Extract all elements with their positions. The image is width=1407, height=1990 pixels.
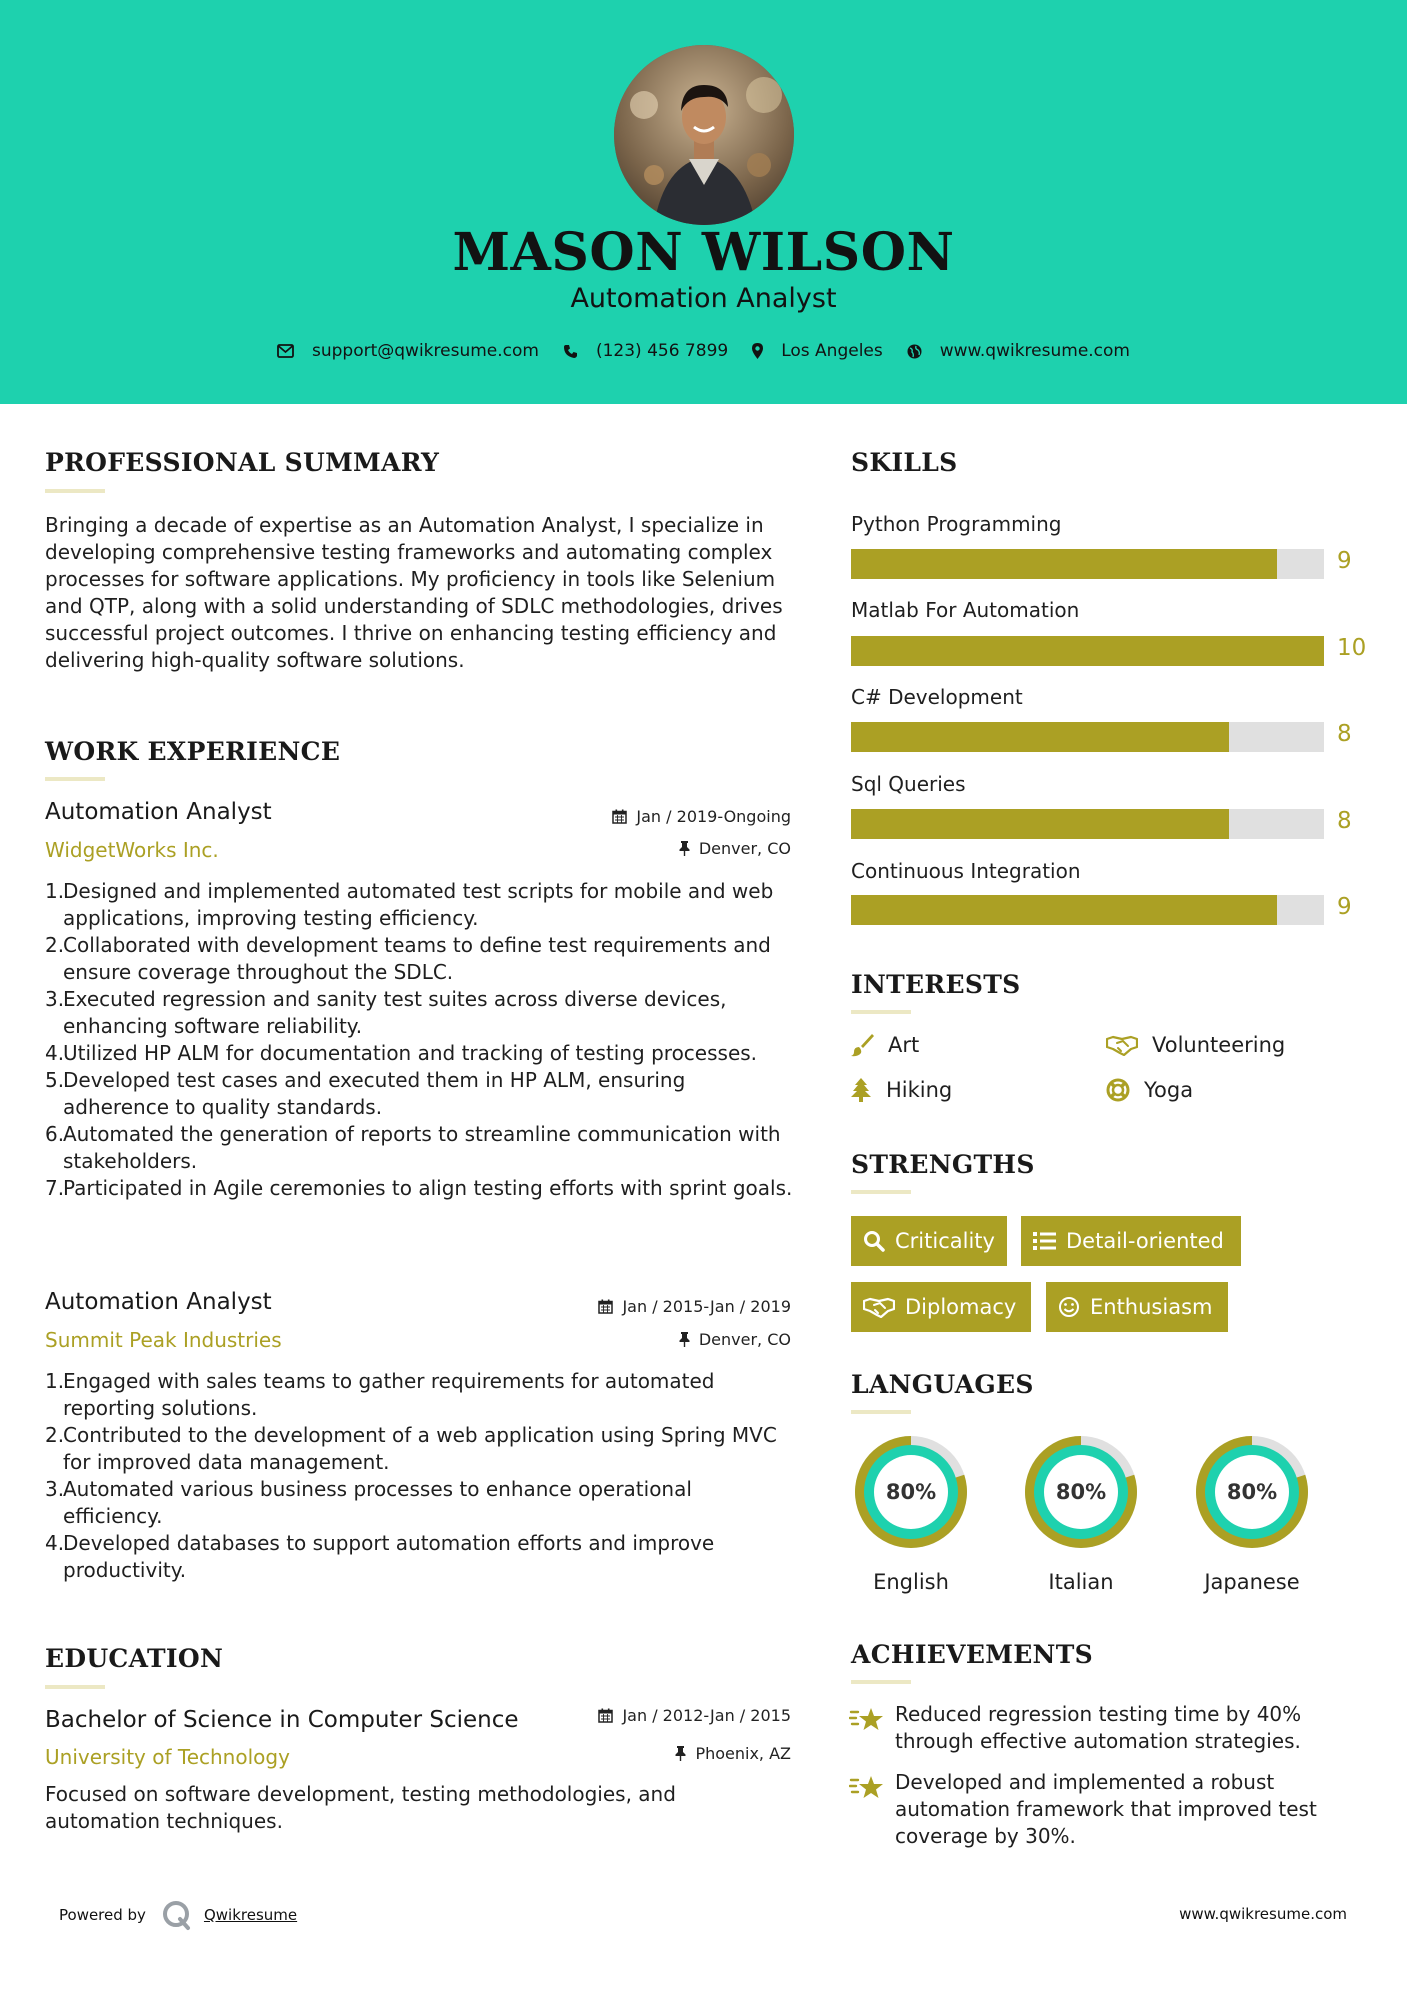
handshake-icon xyxy=(863,1296,895,1318)
job-2-dates xyxy=(491,1297,791,1316)
skill-bar-track xyxy=(851,809,1324,839)
summary-heading-rule xyxy=(45,489,105,493)
achievement-2 xyxy=(849,1769,1369,1850)
job-1-duty-7: 7. Participated in Agile ceremonies to align testing efforts with sprint goals. xyxy=(45,1176,793,1200)
experience-heading: WORK EXPERIENCE xyxy=(45,737,341,766)
achievement-1 xyxy=(849,1701,1369,1755)
achievement-text: Reduced regression testing time by 40% through effective automation strategies. xyxy=(895,1702,1302,1753)
job-2-location-text: Denver, CO xyxy=(698,1330,791,1349)
achievements-heading: ACHIEVEMENTS xyxy=(851,1640,1093,1669)
interests-heading-rule xyxy=(851,1010,911,1014)
job-2-location xyxy=(491,1330,791,1349)
footer-powered-by xyxy=(59,1898,297,1932)
search-icon xyxy=(863,1230,885,1252)
education-heading: EDUCATION xyxy=(45,1644,224,1673)
pushpin-icon xyxy=(679,1332,690,1347)
skill-bar-fill xyxy=(851,549,1277,579)
skill-level: 8 xyxy=(1337,808,1352,834)
job-1-dates xyxy=(491,807,791,826)
job-2-duty-1: 1. Engaged with sales teams to gather requirements for automated reporting solutions. xyxy=(45,1369,715,1420)
calendar-icon xyxy=(598,1708,613,1723)
skill-bar-track xyxy=(851,722,1324,752)
job-2-dates-text: Jan / 2015-Jan / 2019 xyxy=(622,1297,791,1316)
skill-level: 9 xyxy=(1337,548,1352,574)
job-1-duty-5: 5. Developed test cases and executed them in HP ALM, ensuring adherence to quality standards. xyxy=(45,1068,686,1119)
skill-bar-fill xyxy=(851,809,1229,839)
interest-hiking: Hiking xyxy=(850,1078,952,1102)
education-dates-text: Jan / 2012-Jan / 2015 xyxy=(622,1706,791,1725)
strength-criticality: Criticality xyxy=(851,1216,1007,1266)
languages-heading: LANGUAGES xyxy=(851,1370,1034,1399)
skill-name: Sql Queries xyxy=(851,772,966,796)
job-2-duty-4: 4. Developed databases to support automation efforts and improve productivity. xyxy=(45,1531,715,1582)
star-award-icon xyxy=(849,1772,885,1802)
language-japanese xyxy=(1190,1430,1314,1594)
achievement-text: Developed and implemented a robust automation framework that improved test coverage by 30%. xyxy=(895,1770,1317,1848)
language-name: Japanese xyxy=(1204,1570,1300,1594)
education-school: University of Technology xyxy=(45,1745,290,1769)
skill-name: Continuous Integration xyxy=(851,859,1081,883)
job-2-company: Summit Peak Industries xyxy=(45,1328,282,1352)
job-1-duty-3: 3. Executed regression and sanity test suites across diverse devices, enhancing software reliability. xyxy=(45,987,727,1038)
strength-diplomacy: Diplomacy xyxy=(851,1282,1031,1332)
skill-bar-track xyxy=(851,895,1324,925)
language-italian xyxy=(1019,1430,1143,1594)
job-1-company: WidgetWorks Inc. xyxy=(45,838,219,862)
languages-heading-rule xyxy=(851,1410,911,1414)
strength-detail-oriented: Detail-oriented xyxy=(1021,1216,1241,1266)
skill-level: 9 xyxy=(1337,894,1352,920)
skill-name: Python Programming xyxy=(851,512,1062,536)
education-degree: Bachelor of Science in Computer Science xyxy=(45,1707,519,1733)
interest-volunteering: Volunteering xyxy=(1106,1033,1285,1057)
language-name: English xyxy=(873,1570,949,1594)
skill-bar-track xyxy=(851,636,1324,666)
qwikresume-logo-icon xyxy=(160,1898,194,1932)
phone-icon xyxy=(563,344,578,359)
job-1-dates-text: Jan / 2019-Ongoing xyxy=(636,807,791,826)
star-award-icon xyxy=(849,1704,885,1734)
language-name: Italian xyxy=(1048,1570,1114,1594)
skills-heading: SKILLS xyxy=(851,448,958,477)
skill-name: Matlab For Automation xyxy=(851,598,1080,622)
education-description: Focused on software development, testing methodologies, and automation techniques. xyxy=(45,1782,676,1833)
education-dates xyxy=(491,1706,791,1725)
strengths-heading: STRENGTHS xyxy=(851,1150,1035,1179)
job-2-duty-2: 2. Contributed to the development of a web application using Spring MVC for improved data management. xyxy=(45,1423,777,1474)
powered-by-label: Powered by xyxy=(59,1906,146,1924)
interests-heading: INTERESTS xyxy=(851,970,1021,999)
achievements-heading-rule xyxy=(851,1680,911,1684)
skill-level: 8 xyxy=(1337,721,1352,747)
tree-icon xyxy=(850,1078,872,1102)
globe-icon xyxy=(907,344,922,359)
contact-website[interactable] xyxy=(907,341,1130,361)
footer-website[interactable]: www.qwikresume.com xyxy=(1179,1905,1347,1923)
education-heading-rule xyxy=(45,1685,105,1689)
map-pin-icon xyxy=(752,343,763,359)
job-2-role: Automation Analyst xyxy=(45,1289,272,1315)
job-1-role: Automation Analyst xyxy=(45,799,272,825)
language-english xyxy=(849,1430,973,1594)
candidate-name: MASON WILSON xyxy=(452,222,955,283)
paintbrush-icon xyxy=(850,1033,874,1057)
contact-website-text: www.qwikresume.com xyxy=(939,341,1130,361)
profile-photo-image xyxy=(614,45,794,225)
calendar-icon xyxy=(598,1299,613,1314)
job-1-location xyxy=(491,839,791,858)
smile-icon xyxy=(1058,1296,1080,1318)
pushpin-icon xyxy=(675,1746,686,1761)
job-2-duty-3: 3. Automated various business processes to enhance operational efficiency. xyxy=(45,1477,692,1528)
job-1-duty-6: 6. Automated the generation of reports to streamline communication with stakeholders. xyxy=(45,1122,781,1173)
skill-bar-fill xyxy=(851,636,1324,666)
skill-name: C# Development xyxy=(851,685,1023,709)
summary-text: Bringing a decade of expertise as an Automation Analyst, I specialize in developing comprehensive testing frameworks and automating complex processes for software applications. My proficiency in tools like Selenium and QTP, along with a solid understanding of SDLC methodologies, drives successful project outcomes. I thrive on enhancing testing efficiency and delivering high-quality software solutions. xyxy=(45,513,783,672)
contact-phone-text: (123) 456 7899 xyxy=(595,341,729,361)
job-1-duties xyxy=(45,878,795,1202)
education-location xyxy=(491,1744,791,1763)
strength-enthusiasm: Enthusiasm xyxy=(1046,1282,1228,1332)
job-1-duty-2: 2. Collaborated with development teams to define test requirements and ensure coverage throughout the SDLC. xyxy=(45,933,771,984)
education-location-text: Phoenix, AZ xyxy=(695,1744,791,1763)
interest-art: Art xyxy=(850,1033,919,1057)
job-2-duties xyxy=(45,1368,795,1584)
contact-email-text: support@qwikresume.com xyxy=(312,341,539,361)
language-percent: 80% xyxy=(1226,1480,1278,1504)
skill-bar-track xyxy=(851,549,1324,579)
job-1-duty-4: 4. Utilized HP ALM for documentation and tracking of testing processes. xyxy=(45,1041,758,1065)
qwikresume-link[interactable]: Qwikresume xyxy=(203,1906,298,1924)
resume-header xyxy=(0,0,1407,404)
envelope-icon xyxy=(277,344,294,358)
pushpin-icon xyxy=(679,841,690,856)
job-1-duty-1: 1. Designed and implemented automated test scripts for mobile and web applications, improving testing efficiency. xyxy=(45,879,774,930)
contact-location xyxy=(752,341,883,361)
language-percent: 80% xyxy=(1055,1480,1107,1504)
interest-yoga: Yoga xyxy=(1106,1078,1193,1102)
skill-level: 10 xyxy=(1337,635,1367,661)
profile-photo xyxy=(614,45,794,225)
language-percent: 80% xyxy=(885,1480,937,1504)
calendar-icon xyxy=(612,809,627,824)
experience-heading-rule xyxy=(45,777,105,781)
lifering-icon xyxy=(1106,1078,1130,1102)
summary-heading: PROFESSIONAL SUMMARY xyxy=(45,448,440,477)
contact-email[interactable] xyxy=(277,341,539,361)
skill-bar-fill xyxy=(851,722,1229,752)
skill-bar-fill xyxy=(851,895,1277,925)
contact-location-text: Los Angeles xyxy=(781,341,883,361)
job-1-location-text: Denver, CO xyxy=(698,839,791,858)
list-icon xyxy=(1033,1231,1056,1251)
strengths-heading-rule xyxy=(851,1190,911,1194)
contact-phone[interactable] xyxy=(563,341,728,361)
handshake-icon xyxy=(1106,1034,1138,1056)
candidate-title: Automation Analyst xyxy=(570,283,837,314)
contact-bar xyxy=(0,336,1407,366)
